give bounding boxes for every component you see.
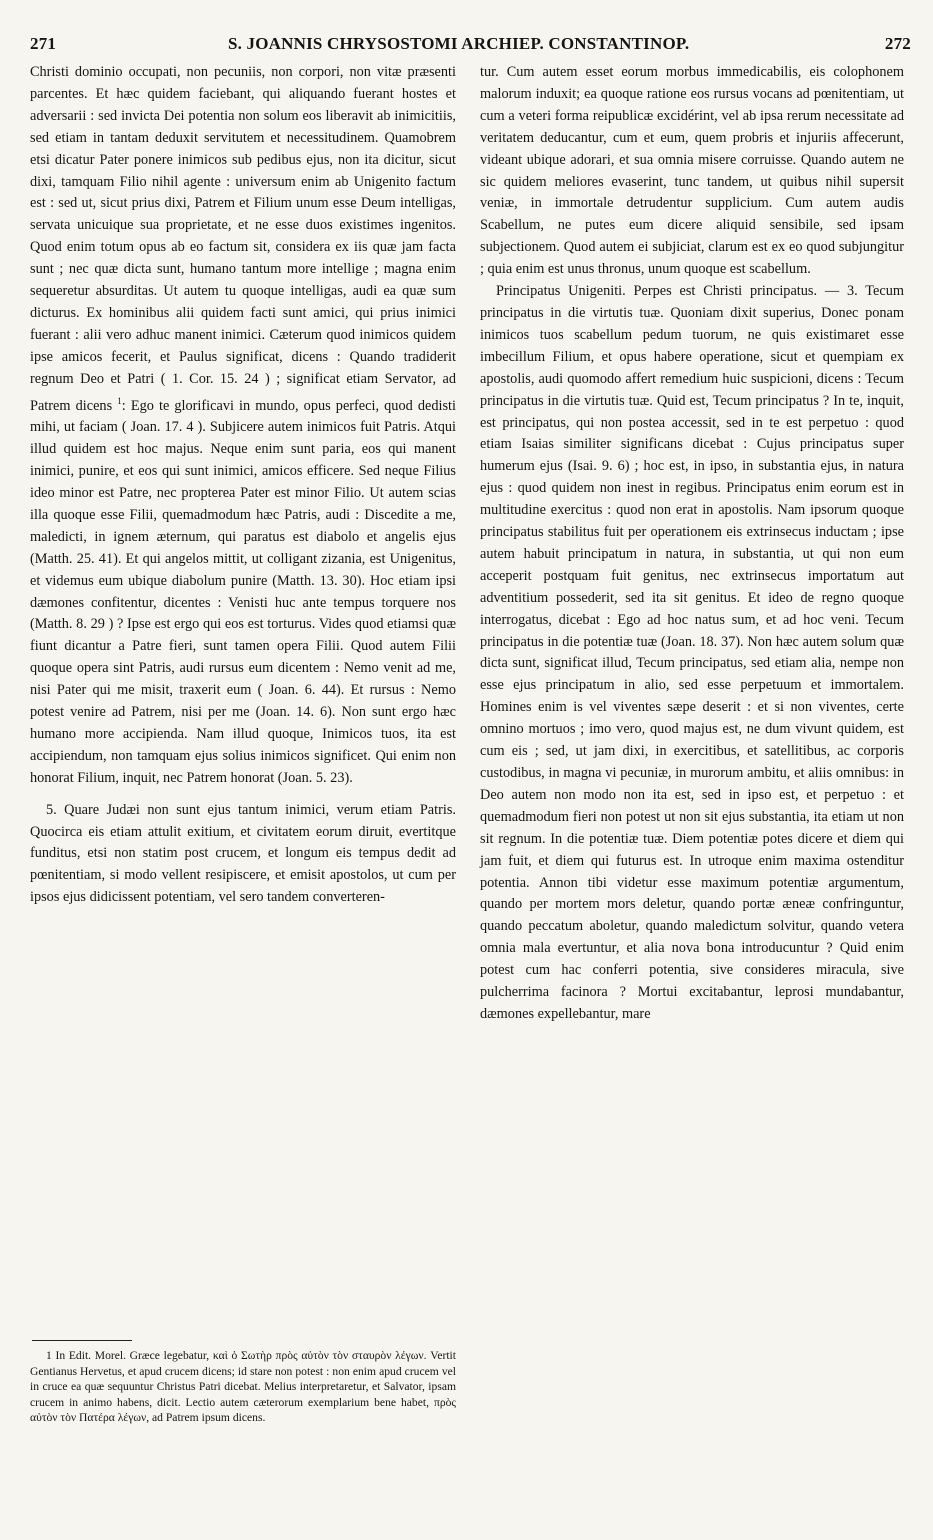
- footnote-text: 1 In Edit. Morel. Græce legebatur, καὶ ὁ Σωτὴρ πρὸς αὐτὸν τὸν σταυρὸν λέγων. Vertit Gentianus Hervetus, et apud crucem dicens; id stare non potest : non enim apud crucem vel in cruce ea quæ sequuntur Christus Patri dicebat. Melius interpretaretur, et Salvator, ipsam crucem in animo habens, dicit. Lectio autem cæterorum exemplarium bene habet, πρὸς αὐτὸν τὸν Πατέρα λέγων, ad Patrem ipsum dicens.: [30, 1349, 456, 1425]
- right-column: [480, 62, 904, 1026]
- left-paragraph-1-text: Christi dominio occupati, non pecuniis, non corpori, non vitæ præsenti parcentes. Et hæc quidem faciebant, qui aliquando fuerant hostes et adversarii : sed invicta Dei potentia non solum eos liberavit ab inimicitiis, sed etiam in tantam deduxit servitutem et necessitudinem. Quamobrem etsi dicatur Pater ponere inimicos sub pedibus ejus, non ita dicitur, sicut dixi, tamquam Filio nihil agente : universum enim ab Unigenito factum est : sed ut, sicut prius dixi, Patrem et Filium unum esse Deum intelligas, servata unicuique sua proprietate, et ne esse duos existimes ingenitos. Quod enim totum opus ab eo factum sit, considera ex iis quæ jam facta sunt ; nec quæ dicta sunt, humano tantum more intellige ; magna enim sequeretur absurditas. Ut autem tu quoque intelligas, audi ea quæ sum dicturus. Ex hominibus alii quidem facti sunt amici, qui prius inimici fuerant : alii vero adhuc manent inimici. Cæterum quod inimicos quidem ipse amicos fecerit, et Paulus significat, dicens : Quando tradiderit regnum Deo et Patri ( 1. Cor. 15. 24 ) ; significat etiam Servator, ad Patrem dicens: [30, 64, 456, 414]
- footnote-marker: 1: [117, 395, 122, 406]
- right-paragraph-2: Principatus Unigeniti. Perpes est Christi principatus. — 3. Tecum principatus in die virtutis tuæ. Quoniam dixit superius, Donec ponam inimicos tuos scabellum pedum tuorum, ne quis existimaret esse imbecillum Filium, et opus habere operatione, sicut et quempiam ex apostolis, audi quomodo affert remedium huic suspicioni, dicens : Tecum principatus in die virtutis tuæ. Quid est, Tecum principatus ? In te, inquit, est principatus, qui non postea accessit, sed in te est perpetuo : quod etiam Isaias similiter significans dicebat : Cujus principatus super humerum ejus (Isai. 9. 6) ; hoc est, in ipso, in substantia ejus, in natura ejus : quod quidem non inest in regibus. Principatus enim eorum est in multitudine exercitus : quod non erat in apostolis. Nam ipsorum quoque principatus stabilitus fuit per operationem eis extrinsecus inductam ; ipse autem habuit principatum in natura, in substantia, ut qui non eum acceperit postquam fuit genitus, nec extrinsecus importatum aut adventitium possederit, sed ita sit genitus. Et ideo de regno quoque interrogatus, dicebat : Ego ad hoc natus sum, et ad hoc veni. Tecum principatus in die potentiæ tuæ (Joan. 18. 37). Non hæc autem solum quæ dicta sunt, significat illud, Tecum principatus, sed etiam alia, nempe non esse ejus principatum in alio, sed esse perpetuum et immortalem. Homines enim is vel viventes sæpe deserit : et si non viventes, certe omnino mortuos ; imo vero, quod majus est, ne dum vivunt quidem, est cum eis ; sed, ut jam dixi, in exercitibus, et satellitibus, ac corporis custodibus, in magna vi pecuniæ, in murorum ambitu, et aliis omnibus: in Deo autem non modo non ita est, sed in ipso est, et perpetuo : et quemadmodum fieri non potest ut non sit ejus substantia, ita etiam ut non sit regnum. In die potentiæ tuæ. Diem potentiæ potes dicere et diem qui jam fuit, et diem qui futurus est. In utroque enim maxima ostenditur potentia. Annon tibi videtur esse maximum potentiæ argumentum, quando per mortem mors deletur, quando portæ æneæ confringuntur, quando peccatum aboletur, quando maledictum solvitur, quando vetera omnia mala evertuntur, et alia nova bona introducuntur ? Quid enim potest cum hac conferri potentia, sive consideres miracula, sive pulcherrima facinora ? Mortui excitabantur, leprosi mundabantur, dæmones expellebantur, mare: [480, 283, 904, 1022]
- left-paragraph-2: 5. Quare Judæi non sunt ejus tantum inimici, verum etiam Patris. Quocirca eis etiam attulit exitium, et civitatem eorum diruit, evertitque funditus, etsi non statim post crucem, et longum eis tempus dedit ad pœnitentiam, si modo vellent resipiscere, et emisit apostolos, ut cum per ipsos ejus didicissent potentiam, vel sero tandem converteren-: [30, 801, 456, 906]
- left-paragraph-1-continuation: : Ego te glorificavi in mundo, opus perfeci, quod dedisti mihi, ut faciam ( Joan. 17. 4 ). Subjicere autem inimicos fuit Patris. Atqui illud quidem est hoc majus. Neque enim sunt paria, eos qui manent inimici, punire, et eos qui sunt inimici, amicos efficere. Sed neque Filius ideo minor est Patre, nec propterea Pater est minor Filio. Ut autem scias illa quoque esse Filii, quemadmodum hæc Patris, audi : Discedite a me, maledicti, in ignem æternum, qui paratus est diabolo et angelis ejus (Matth. 25. 41). Et qui angelos mittit, ut colligant zizania, est Unigenitus, et videmus eum ubique diabolum punire (Matth. 13. 30). Hoc etiam ipsi dæmones confitentur, dicentes : Venisti huc ante tempus torquere nos (Matth. 8. 29 ) ? Ipse est ergo qui eos est torturus. Vides quod etiamsi quæ fiunt dicantur a Patre fieri, sunt tamen opera Filii. Quod autem Filii quoque opera sint Patris, audi rursus eum dicentem : Nemo venit ad me, nisi Pater qui me misit, traxerit eum ( Joan. 6. 44). Et rursus : Nemo potest venire ad Patrem, nisi per me (Joan. 14. 6). Non sunt ergo hæc humano more accipienda. Nam illud quoque, Inimicos tuos, ita est accipiendum, non tamquam ejus solius inimicos significet. Qui enim non honorat Filium, inquit, nec Patrem honorat (Joan. 5. 23).: [30, 397, 456, 786]
- footnote: [30, 1348, 456, 1426]
- running-header: [30, 34, 911, 60]
- running-title: S. JOANNIS CHRYSOSTOMI ARCHIEP. CONSTANTINOP.: [228, 34, 690, 53]
- page-number-left: 271: [30, 34, 57, 53]
- left-column: [30, 62, 456, 909]
- left-paragraph-1: [30, 62, 456, 790]
- right-paragraph-1: tur. Cum autem esset eorum morbus immedicabilis, eis colophonem malorum induxit; ea quoque ratione eos rursus vocans ad pœnitentiam, ut cum a veteri forma reipublicæ excidérint, vel ab ipsa rerum necessitate ad veritatem deducantur, cum et eum, quem probris et injuriis affecerunt, videant ubique adorari, et sua omnia misere corruisse. Quando autem ne sic quidem meliores evaserint, tunc tandem, ut quibus nihil supersit veniæ, in immortale detrudentur supplicium. Cum autem audis Scabellum, ne putes eum dicere aliquid sensibile, sed ipsam subjectionem. Quod autem ei subjiciat, clarum est ex eo quod subjungitur ; quia enim est unus thronus, unum quoque est scabellum.: [480, 64, 904, 278]
- footnote-rule: [32, 1340, 132, 1341]
- page-number-right: 272: [884, 34, 911, 53]
